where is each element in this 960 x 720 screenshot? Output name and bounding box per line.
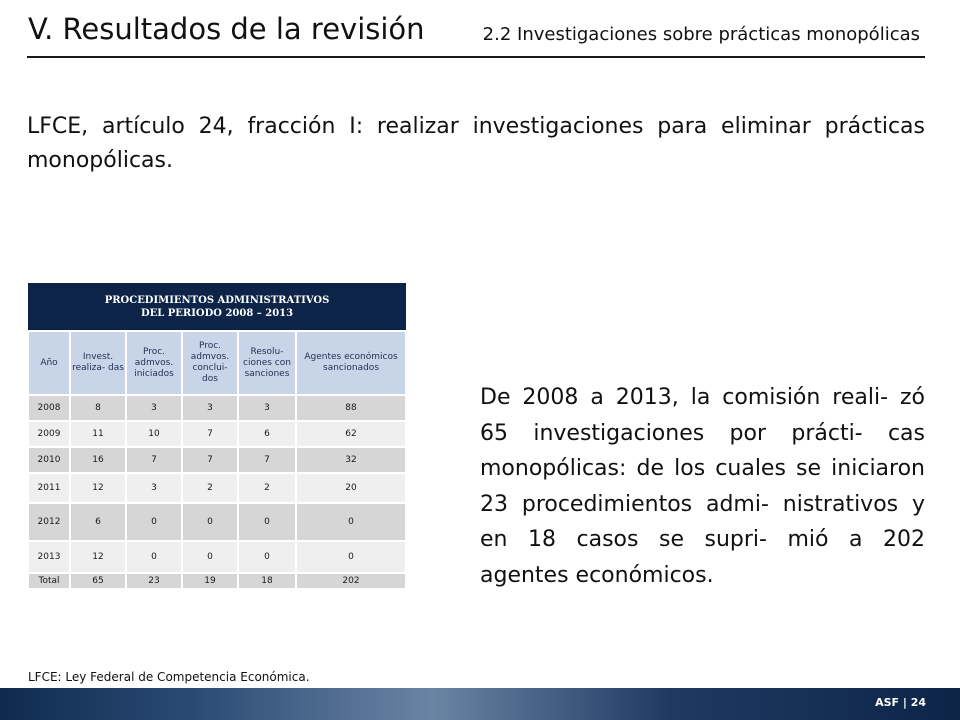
table-cell: 0 [126,541,182,573]
table-cell: 3 [182,395,238,421]
table-cell: 3 [126,395,182,421]
table-row [28,395,406,421]
table-cell: 3 [126,473,182,503]
table-cell: 7 [126,447,182,473]
table-cell: 32 [296,447,406,473]
column-header-initiated: Proc. admvos. iniciados [126,331,182,395]
table-cell: 7 [238,447,296,473]
table-cell: 20 [296,473,406,503]
table-cell: 0 [182,503,238,541]
table-cell: 6 [238,421,296,447]
table-row [28,447,406,473]
footer-page-label: ASF | 24 [875,696,926,709]
column-header-agents: Agentes económicos sancionados [296,331,406,395]
table-row [28,421,406,447]
table-cell: 2011 [28,473,70,503]
table-cell: 2 [182,473,238,503]
intro-paragraph: LFCE, artículo 24, fracción I: realizar investigaciones para eliminar prácticas monopólicas. [27,114,925,173]
table-cell: 0 [238,541,296,573]
procedures-table [27,283,407,590]
table-row [28,503,406,541]
table-cell: 18 [238,573,296,589]
table-cell: 88 [296,395,406,421]
table-cell: 62 [296,421,406,447]
footer-bar [0,688,960,720]
footnote: LFCE: Ley Federal de Competencia Económica. [28,670,310,684]
table-cell: 0 [296,541,406,573]
table-cell: 8 [70,395,126,421]
table-cell: 23 [126,573,182,589]
table-cell: 7 [182,421,238,447]
column-header-investigations: Invest. realiza- das [70,331,126,395]
table-cell: 0 [238,503,296,541]
table-cell: 2012 [28,503,70,541]
table-cell: 11 [70,421,126,447]
table-total-row [28,573,406,589]
table-cell: 2009 [28,421,70,447]
slide-title: V. Resultados de la revisión [28,12,425,46]
table-cell: 2010 [28,447,70,473]
table-cell: 202 [296,573,406,589]
table-cell: 16 [70,447,126,473]
table-cell: 7 [182,447,238,473]
title-divider [27,56,925,58]
table-cell: 0 [296,503,406,541]
column-header-concluded: Proc. admvos. conclui- dos [182,331,238,395]
procedures-table-container [27,283,405,590]
table-cell: 2 [238,473,296,503]
table-cell: 6 [70,503,126,541]
summary-paragraph: De 2008 a 2013, la comisión reali- zó 65 investigaciones por prácti- cas monopólicas: de los cuales se iniciaron 23 procedimientos admi- nistrativos y en 18 casos se supri- mió a 202 agentes económicos. [480,385,925,588]
table-cell: 12 [70,541,126,573]
table-banner-line2: DEL PERIODO 2008 – 2013 [140,307,294,319]
table-cell: 3 [238,395,296,421]
table-cell: 0 [126,503,182,541]
column-header-sanctions: Resolu- ciones con sanciones [238,331,296,395]
table-cell: 12 [70,473,126,503]
table-row [28,473,406,503]
section-subtitle: 2.2 Investigaciones sobre prácticas monopólicas [482,24,920,45]
column-header-year: Año [28,331,70,395]
table-cell: Total [28,573,70,589]
table-cell: 2013 [28,541,70,573]
table-row [28,541,406,573]
table-cell: 10 [126,421,182,447]
table-banner-line1: PROCEDIMIENTOS ADMINISTRATIVOS [104,294,330,306]
table-cell: 19 [182,573,238,589]
table-cell: 2008 [28,395,70,421]
table-banner [28,283,406,331]
table-header-row [28,331,406,395]
table-cell: 0 [182,541,238,573]
table-cell: 65 [70,573,126,589]
